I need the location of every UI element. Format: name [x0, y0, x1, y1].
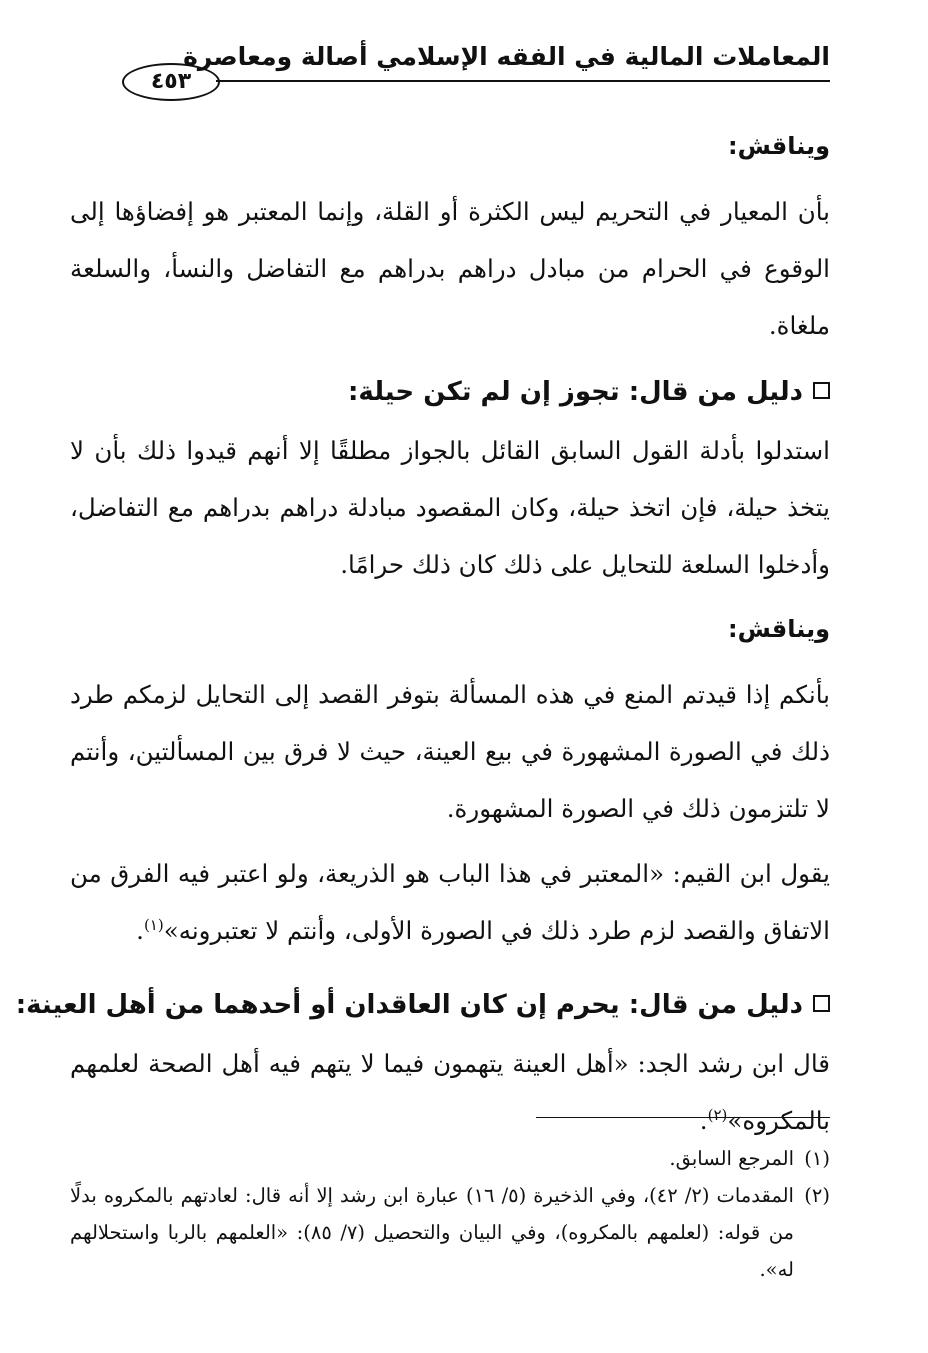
book-title: المعاملات المالية في الفقه الإسلامي أصالة ومعاصرة: [183, 42, 830, 71]
paragraph-1: بأن المعيار في التحريم ليس الكثرة أو القلة، وإنما المعتبر هو إفضاؤها إلى الوقوع في الحرام من مبادل دراهم بدراهم مع التفاضل والنسأ، والسلعة ملغاة.: [70, 197, 830, 340]
paragraph-4-end: .: [136, 916, 144, 945]
footnote-2-number: (٢): [804, 1184, 830, 1207]
section-heading-1-text: دليل من قال: تجوز إن لم تكن حيلة:: [348, 377, 803, 407]
paragraph-5-end: .: [699, 1106, 708, 1135]
footnote-2: [70, 1177, 830, 1288]
footnote-ref-2: (٢): [707, 1105, 728, 1124]
footnote-2-text: المقدمات (٢/ ٤٢)، وفي الذخيرة (٥/ ١٦) عبارة ابن رشد إلا أنه قال: لعادتهم بالمكروه بدلًا من قوله: (لعلمهم بالمكروه)، وفي البيان والتحصيل (٧/ ٨٥): «العلمهم بالربا واستحلالهم له».: [70, 1184, 794, 1281]
paragraph-2: استدلوا بأدلة القول السابق القائل بالجواز مطلقًا إلا أنهم قيدوا ذلك بأن لا يتخذ حيلة، فإن اتخذ حيلة، وكان المقصود مبادلة دراهم بدراهم مع التفاضل، وأدخلوا السلعة للتحايل على ذلك كان ذلك حرامًا.: [70, 436, 830, 579]
footnote-1-text: المرجع السابق.: [669, 1147, 794, 1170]
footnote-ref-1: (١): [143, 915, 164, 934]
checkbox-square-icon: [813, 382, 830, 399]
paragraph-5: [70, 1035, 830, 1149]
section-heading-2-text: دليل من قال: يحرم إن كان العاقدان أو أحدهما من أهل العينة:: [15, 990, 803, 1020]
checkbox-square-icon: [813, 995, 830, 1012]
footnote-separator: [536, 1117, 830, 1118]
paragraph-3: بأنكم إذا قيدتم المنع في هذه المسألة بتوفر القصد إلى التحايل لزمكم طرد ذلك في الصورة المشهورة في بيع العينة، حيث لا فرق بين المسألتين، وأنتم لا تلتزمون ذلك في الصورة المشهورة.: [70, 680, 830, 823]
footnotes: [70, 1140, 830, 1288]
paragraph-5-text: قال ابن رشد الجد: «أهل العينة يتهمون فيما لا يتهم فيه أهل الصحة لعلمهم بالمكروه»: [70, 1049, 830, 1135]
page-number: ٤٥٣: [122, 63, 220, 101]
main-text: [15, 118, 830, 1149]
header-rule: [216, 80, 830, 82]
section-heading-1: [70, 362, 830, 422]
footnote-1-number: (١): [804, 1147, 830, 1170]
running-header: [70, 34, 830, 100]
section-heading-2: [15, 975, 830, 1035]
paragraph-4: [70, 845, 830, 959]
paragraph-4-text: يقول ابن القيم: «المعتبر في هذا الباب هو الذريعة، ولو اعتبر فيه الفرق من الاتفاق والقصد لزم طرد ذلك في الصورة الأولى، وأنتم لا تعتبرونه»: [70, 859, 830, 945]
footnote-1: [70, 1140, 830, 1177]
discussion-label-1: ويناقش:: [728, 132, 830, 160]
discussion-label-2: ويناقش:: [728, 615, 830, 643]
